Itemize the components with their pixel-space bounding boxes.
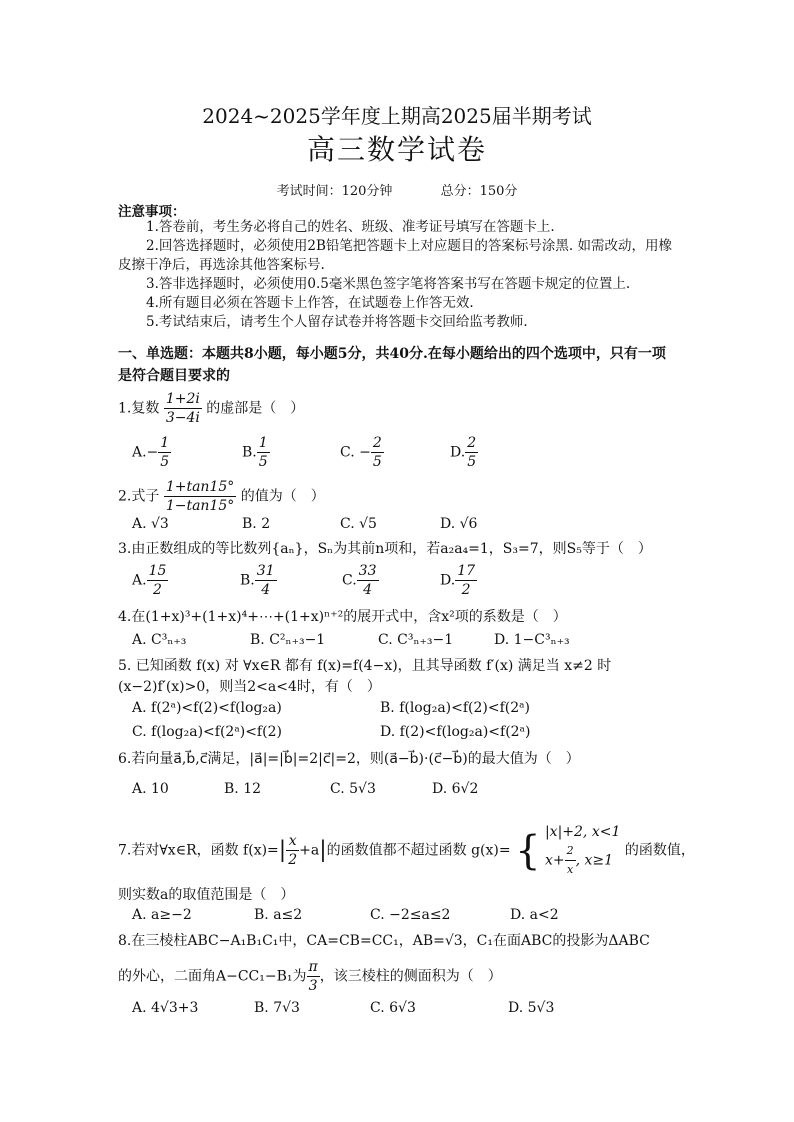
q4-option-d[interactable]: D. 1−C³ₙ₊₃ — [494, 632, 570, 648]
question-8-line-2: 的外心，二面角A−CC₁−B₁为 $\frac{\pi}{3}$ ，该三棱柱的侧面积为（ ） — [118, 959, 502, 994]
q1-fraction: $\frac{1+2i}{3-4i}$ — [165, 391, 200, 426]
question-6: 6.若向量a⃗,b⃗,c⃗满足，|a⃗|=|b⃗|=2|c⃗|=2，则(a⃗−b⃗)·(c⃗−b⃗)的最大值为（ ） — [118, 751, 580, 767]
section-heading: 一、单选题：本题共8小题，每小题5分，共40分.在每小题给出的四个选项中，只有一项是符合题目要求的 — [118, 346, 666, 384]
question-1 — [118, 390, 678, 427]
q3-option-c[interactable]: C. $\frac{33}{4}$ — [342, 563, 377, 598]
q3-option-a[interactable]: A. $\frac{15}{2}$ — [132, 563, 167, 598]
q5-option-d[interactable]: D. f(2)<f(log₂a)<f(2ᵃ) — [380, 724, 531, 740]
q7-option-b[interactable]: B. a≤2 — [254, 907, 303, 923]
question-5-line-2: (x−2)f′(x)>0，则当2<a<4时，有（ ） — [118, 679, 381, 695]
q3-option-d[interactable]: D. $\frac{17}{2}$ — [440, 563, 476, 598]
question-8-line-1: 8.在三棱柱ABC−A₁B₁C₁中，CA=CB=CC₁，AB=√3，C₁在面ABC的投影为ΔABC — [118, 933, 650, 949]
q1-option-b[interactable]: B. $\frac{1}{5}$ — [242, 435, 268, 470]
q4-option-b[interactable]: B. C²ₙ₊₃−1 — [250, 632, 326, 648]
notes-heading: 注意事项： — [118, 204, 186, 220]
q7-option-c[interactable]: C. −2≤a≤2 — [370, 907, 451, 923]
q1-suffix: 的虚部是（ ） — [206, 400, 305, 417]
note-item-2: 2.回答选择题时，必须使用2B铅笔把答题卡上对应题目的答案标号涂黑. 如需改动，用橡皮擦干净后，再选涂其他答案标号. — [118, 238, 672, 273]
q2-option-d[interactable]: D. √6 — [440, 516, 478, 532]
question-7: 7.若对∀x∈R，函数 f(x)=| $\frac{x}{2}$ +a|的函数值都不超过函数 g(x)= { |x|+2, x<1 x+ $\frac{2}{x}$ , x≥1 的函数值， — [118, 822, 678, 879]
q1-prefix: 1.复数 — [118, 400, 160, 417]
question-7-line-2: 则实数a的取值范围是（ ） — [118, 887, 295, 903]
q5-option-a[interactable]: A. f(2ᵃ)<f(2)<f(log₂a) — [132, 700, 282, 716]
q5-option-c[interactable]: C. f(log₂a)<f(2ᵃ)<f(2) — [132, 724, 282, 740]
q2-option-b[interactable]: B. 2 — [242, 516, 271, 532]
note-item-4: 4.所有题目必须在答题卡上作答，在试题卷上作答无效. — [146, 295, 474, 311]
q6-option-a[interactable]: A. 10 — [132, 781, 169, 797]
exam-meta — [0, 180, 794, 199]
q1-option-c[interactable]: C. − $\frac{2}{5}$ — [340, 435, 382, 470]
question-5-line-1: 5. 已知函数 f(x) 对 ∀x∈R 都有 f(x)=f(4−x)，且其导函数 f′(x) 满足当 x≠2 时 — [118, 658, 612, 674]
exam-title: 2024~2025学年度上期高2025届半期考试 — [202, 104, 592, 128]
q7-option-d[interactable]: D. a<2 — [510, 907, 559, 923]
exam-score: 总分：150分 — [440, 184, 518, 199]
note-item-1: 1.答卷前，考生务必将自己的姓名、班级、准考证号填写在答题卡上. — [146, 219, 555, 235]
q6-option-c[interactable]: C. 5√3 — [330, 781, 376, 797]
q7-piecewise: |x|+2, x<1 x+ $\frac{2}{x}$ , x≥1 — [544, 824, 621, 876]
question-2: 2.式子 $\frac{1+\tan 15^\circ}{1-\tan 15^\circ}$ 的值为（ ） — [118, 479, 325, 514]
exam-time: 考试时间：120分钟 — [276, 184, 393, 199]
question-4: 4.在(1+x)³+(1+x)⁴+⋯+(1+x)ⁿ⁺²的展开式中，含x²项的系数是（ ） — [118, 609, 567, 625]
q1-option-d[interactable]: D. $\frac{2}{5}$ — [450, 435, 477, 470]
q2-option-c[interactable]: C. √5 — [340, 516, 377, 532]
q4-option-c[interactable]: C. C³ₙ₊₃−1 — [378, 632, 454, 648]
q7-option-a[interactable]: A. a≥−2 — [132, 907, 192, 923]
q1-option-a[interactable]: A.− $\frac{1}{5}$ — [132, 435, 170, 470]
q6-option-d[interactable]: D. 6√2 — [432, 781, 479, 797]
q8-option-b[interactable]: B. 7√3 — [254, 1000, 300, 1016]
question-3: 3.由正数组成的等比数列{aₙ}，Sₙ为其前n项和，若a₂a₄=1，S₃=7，则S₅等于（ ） — [118, 541, 652, 557]
exam-subtitle: 高三数学试卷 — [306, 133, 487, 166]
q4-option-a[interactable]: A. C³ₙ₊₃ — [132, 632, 187, 648]
q8-option-c[interactable]: C. 6√3 — [370, 1000, 416, 1016]
q5-option-b[interactable]: B. f(log₂a)<f(2)<f(2ᵃ) — [380, 700, 531, 716]
q3-option-b[interactable]: B. $\frac{31}{4}$ — [240, 563, 275, 598]
note-item-5: 5.考试结束后，请考生个人留存试卷并将答题卡交回给监考教师. — [146, 314, 528, 330]
q6-option-b[interactable]: B. 12 — [224, 781, 262, 797]
q8-option-d[interactable]: D. 5√3 — [508, 1000, 555, 1016]
q2-option-a[interactable]: A. √3 — [132, 516, 169, 532]
q8-option-a[interactable]: A. 4√3+3 — [132, 1000, 199, 1016]
note-item-3: 3.答非选择题时，必须使用0.5毫米黑色签字笔将答案书写在答题卡规定的位置上. — [146, 276, 631, 292]
q2-fraction: $\frac{1+\tan 15^\circ}{1-\tan 15^\circ}$ — [165, 479, 235, 514]
